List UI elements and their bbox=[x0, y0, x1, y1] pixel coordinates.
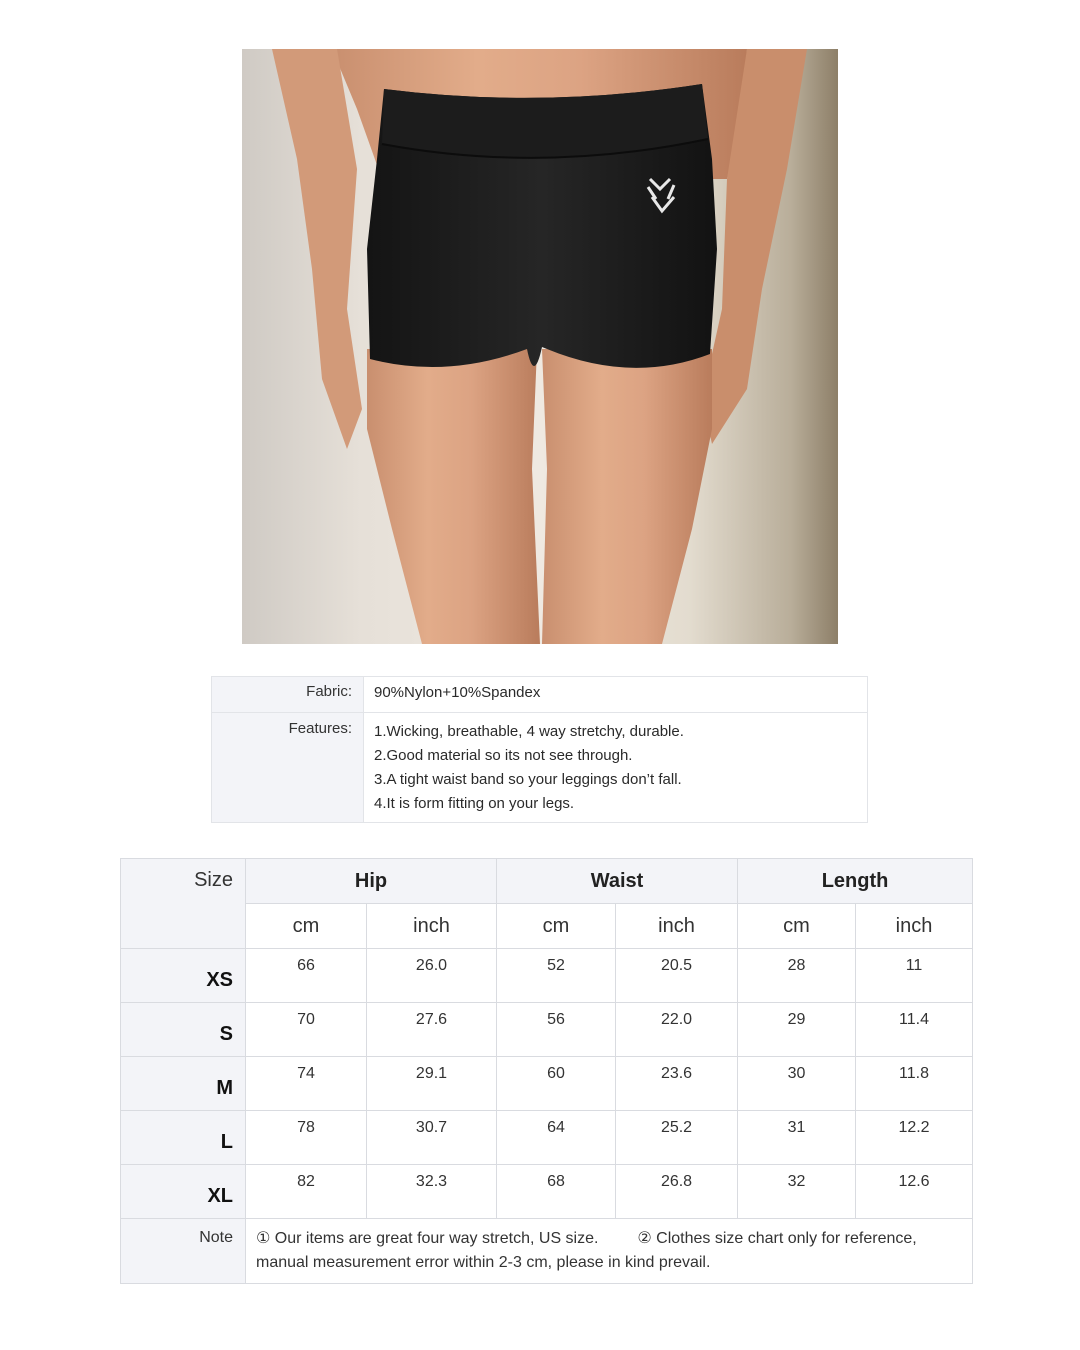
note-item: ① Our items are great four way stretch, US size. bbox=[256, 1230, 599, 1247]
length-header: Length bbox=[738, 859, 973, 904]
note-label: Note bbox=[121, 1219, 246, 1284]
table-cell: 74 bbox=[246, 1057, 367, 1111]
feature-item: 3.A tight waist band so your leggings don’t fall. bbox=[374, 771, 682, 788]
size-chart-header-row bbox=[121, 859, 973, 904]
product-spec-table bbox=[211, 676, 868, 823]
unit-header: inch bbox=[367, 904, 497, 949]
spec-row-features bbox=[212, 713, 868, 823]
table-cell: 11 bbox=[856, 949, 973, 1003]
table-cell: 78 bbox=[246, 1111, 367, 1165]
fabric-label: Fabric: bbox=[212, 677, 364, 713]
note-item: ② Clothes size chart only for reference, bbox=[637, 1230, 917, 1247]
note-row bbox=[121, 1219, 973, 1284]
table-cell: 29.1 bbox=[367, 1057, 497, 1111]
table-cell: 20.5 bbox=[616, 949, 738, 1003]
size-label: XL bbox=[121, 1165, 246, 1219]
table-cell: 66 bbox=[246, 949, 367, 1003]
table-cell: 27.6 bbox=[367, 1003, 497, 1057]
fabric-value: 90%Nylon+10%Spandex bbox=[364, 677, 868, 713]
shorts-model-illustration bbox=[242, 49, 838, 644]
table-cell: 56 bbox=[497, 1003, 616, 1057]
size-chart-table bbox=[120, 858, 973, 1284]
features-label: Features: bbox=[212, 713, 364, 823]
unit-header: inch bbox=[616, 904, 738, 949]
feature-item: 4.It is form fitting on your legs. bbox=[374, 795, 575, 812]
table-cell: 60 bbox=[497, 1057, 616, 1111]
unit-header: cm bbox=[246, 904, 367, 949]
table-cell: 28 bbox=[738, 949, 856, 1003]
hip-header: Hip bbox=[246, 859, 497, 904]
size-label: XS bbox=[121, 949, 246, 1003]
table-row bbox=[121, 1111, 973, 1165]
waist-header: Waist bbox=[497, 859, 738, 904]
table-cell: 11.8 bbox=[856, 1057, 973, 1111]
table-cell: 32 bbox=[738, 1165, 856, 1219]
table-cell: 26.0 bbox=[367, 949, 497, 1003]
size-label: S bbox=[121, 1003, 246, 1057]
feature-item: 2.Good material so its not see through. bbox=[374, 747, 633, 764]
table-cell: 68 bbox=[497, 1165, 616, 1219]
unit-header: cm bbox=[497, 904, 616, 949]
size-chart-unit-row bbox=[121, 904, 973, 949]
table-cell: 26.8 bbox=[616, 1165, 738, 1219]
size-label: L bbox=[121, 1111, 246, 1165]
table-cell: 30 bbox=[738, 1057, 856, 1111]
table-cell: 52 bbox=[497, 949, 616, 1003]
table-cell: 12.2 bbox=[856, 1111, 973, 1165]
table-cell: 70 bbox=[246, 1003, 367, 1057]
table-cell: 12.6 bbox=[856, 1165, 973, 1219]
table-row bbox=[121, 1165, 973, 1219]
table-cell: 11.4 bbox=[856, 1003, 973, 1057]
table-row bbox=[121, 949, 973, 1003]
table-cell: 22.0 bbox=[616, 1003, 738, 1057]
size-label: M bbox=[121, 1057, 246, 1111]
table-cell: 25.2 bbox=[616, 1111, 738, 1165]
note-text bbox=[246, 1219, 973, 1284]
unit-header: inch bbox=[856, 904, 973, 949]
table-cell: 64 bbox=[497, 1111, 616, 1165]
table-cell: 29 bbox=[738, 1003, 856, 1057]
size-column-header: Size bbox=[121, 859, 246, 949]
table-cell: 32.3 bbox=[367, 1165, 497, 1219]
table-cell: 30.7 bbox=[367, 1111, 497, 1165]
table-cell: 82 bbox=[246, 1165, 367, 1219]
table-row bbox=[121, 1057, 973, 1111]
features-list bbox=[364, 713, 868, 823]
feature-item: 1.Wicking, breathable, 4 way stretchy, durable. bbox=[374, 723, 684, 740]
note-item: manual measurement error within 2-3 cm, please in kind prevail. bbox=[256, 1254, 711, 1271]
spec-row-fabric bbox=[212, 677, 868, 713]
unit-header: cm bbox=[738, 904, 856, 949]
table-row bbox=[121, 1003, 973, 1057]
product-photo bbox=[242, 49, 838, 644]
table-cell: 31 bbox=[738, 1111, 856, 1165]
table-cell: 23.6 bbox=[616, 1057, 738, 1111]
